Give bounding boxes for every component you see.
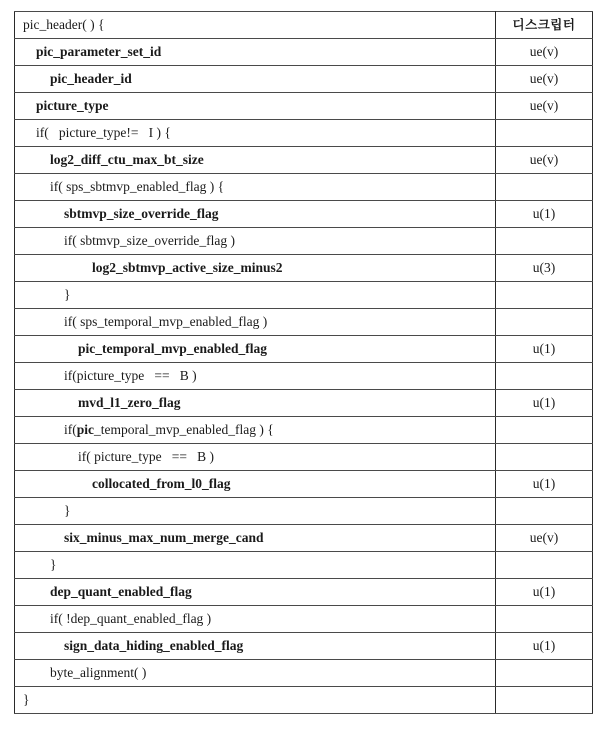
syntax-element: log2_diff_ctu_max_bt_size xyxy=(15,147,496,174)
table-row xyxy=(15,498,593,525)
descriptor-cell: ue(v) xyxy=(496,93,593,120)
syntax-condition: if( picture_type == B ) xyxy=(15,444,496,471)
descriptor-cell: u(1) xyxy=(496,633,593,660)
descriptor-cell: u(1) xyxy=(496,390,593,417)
syntax-cell: pic_header( ) { xyxy=(15,12,496,39)
descriptor-cell xyxy=(496,417,593,444)
syntax-element: six_minus_max_num_merge_cand xyxy=(15,525,496,552)
table-row xyxy=(15,336,593,363)
syntax-element: picture_type xyxy=(15,93,496,120)
syntax-prefix: if( xyxy=(64,422,77,437)
descriptor-cell xyxy=(496,444,593,471)
syntax-condition: if( sps_temporal_mvp_enabled_flag ) xyxy=(15,309,496,336)
descriptor-cell: u(1) xyxy=(496,201,593,228)
descriptor-cell: ue(v) xyxy=(496,39,593,66)
descriptor-cell: u(1) xyxy=(496,336,593,363)
table-row xyxy=(15,120,593,147)
syntax-element: pic_parameter_set_id xyxy=(15,39,496,66)
descriptor-cell xyxy=(496,660,593,687)
table-row xyxy=(15,363,593,390)
descriptor-column-header: 디스크립터 xyxy=(496,12,593,39)
table-row xyxy=(15,66,593,93)
syntax-element: mvd_l1_zero_flag xyxy=(15,390,496,417)
table-header-row xyxy=(15,12,593,39)
pic-header-syntax-table xyxy=(14,11,593,714)
table-row xyxy=(15,471,593,498)
descriptor-cell: ue(v) xyxy=(496,147,593,174)
table-row xyxy=(15,174,593,201)
table-footer-row xyxy=(15,687,593,714)
syntax-condition: if( picture_type!= I ) { xyxy=(15,120,496,147)
closing-brace: } xyxy=(15,552,496,579)
syntax-element: collocated_from_l0_flag xyxy=(15,471,496,498)
descriptor-cell: u(1) xyxy=(496,579,593,606)
table-row xyxy=(15,579,593,606)
descriptor-cell: u(1) xyxy=(496,471,593,498)
syntax-function-call: byte_alignment( ) xyxy=(15,660,496,687)
descriptor-cell xyxy=(496,228,593,255)
descriptor-cell: u(3) xyxy=(496,255,593,282)
descriptor-cell: ue(v) xyxy=(496,525,593,552)
table-row xyxy=(15,39,593,66)
table-row xyxy=(15,552,593,579)
descriptor-cell xyxy=(496,120,593,147)
table-row xyxy=(15,93,593,120)
table-row xyxy=(15,525,593,552)
table-row xyxy=(15,282,593,309)
syntax-suffix: _temporal_mvp_enabled_flag ) { xyxy=(94,422,274,437)
closing-brace: } xyxy=(15,687,496,714)
syntax-element: pic_header_id xyxy=(15,66,496,93)
table-row xyxy=(15,633,593,660)
table-row xyxy=(15,660,593,687)
descriptor-cell xyxy=(496,498,593,525)
table-row xyxy=(15,228,593,255)
table-row xyxy=(15,606,593,633)
syntax-element: dep_quant_enabled_flag xyxy=(15,579,496,606)
table-row xyxy=(15,147,593,174)
descriptor-cell xyxy=(496,363,593,390)
syntax-condition: if( sps_sbtmvp_enabled_flag ) { xyxy=(15,174,496,201)
descriptor-cell xyxy=(496,687,593,714)
syntax-bold-part: pic xyxy=(76,422,95,437)
table-row xyxy=(15,390,593,417)
descriptor-cell xyxy=(496,606,593,633)
table-row xyxy=(15,201,593,228)
descriptor-cell xyxy=(496,552,593,579)
table-row xyxy=(15,444,593,471)
descriptor-cell: ue(v) xyxy=(496,66,593,93)
syntax-element: sign_data_hiding_enabled_flag xyxy=(15,633,496,660)
syntax-condition: if( !dep_quant_enabled_flag ) xyxy=(15,606,496,633)
syntax-element: sbtmvp_size_override_flag xyxy=(15,201,496,228)
descriptor-cell xyxy=(496,282,593,309)
descriptor-cell xyxy=(496,174,593,201)
syntax-condition: if( sbtmvp_size_override_flag ) xyxy=(15,228,496,255)
closing-brace: } xyxy=(15,282,496,309)
table-row xyxy=(15,255,593,282)
syntax-condition: if(picture_type == B ) xyxy=(15,363,496,390)
table-row xyxy=(15,309,593,336)
descriptor-cell xyxy=(496,309,593,336)
syntax-element: log2_sbtmvp_active_size_minus2 xyxy=(15,255,496,282)
closing-brace: } xyxy=(15,498,496,525)
table-row xyxy=(15,417,593,444)
syntax-condition xyxy=(15,417,496,444)
syntax-element: pic_temporal_mvp_enabled_flag xyxy=(15,336,496,363)
